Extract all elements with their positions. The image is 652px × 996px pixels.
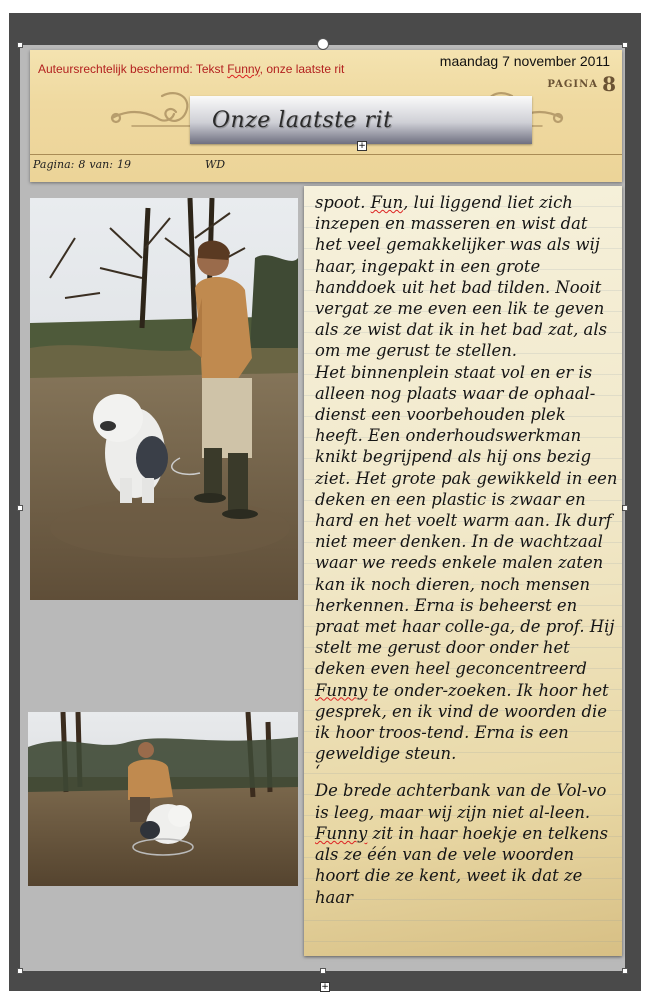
title-banner (190, 96, 532, 144)
resize-handle-bottom-right[interactable] (622, 968, 628, 974)
photo-standing-image (30, 198, 298, 600)
story-paragraph-1: spoot. Fun, lui liggend liet zich inzepen en masseren en wist dat het veel gemakkelijker was als wij haar, ingepakt in een grote handdoek uit het bad tilden. Nooit vergat ze me even een lik te geven als ze wist dat ik in het bad zat, als om me gerust te stellen. (315, 193, 607, 361)
resize-handle-top-right[interactable] (622, 42, 628, 48)
spell-word-fun: Fun (370, 193, 404, 212)
photo-kneeling-image (28, 712, 298, 886)
story-paragraph-2: Het binnenplein staat vol en er is alleen nog plaats waar de ophaal-dienst een voorbehouden plek heeft. Een onderhoudswerkman knikt begrijpend als hij ons bezig ziet. Het grote pak gewikkeld in een deken en een plastic is zwaar en hard en het voelt warm aan. Ik durf niet meer denken. In de wachtzaal waar we reeds enkele malen zaten kan ik noch dieren, noch mensen herkennen. Erna is beheerst en praat met haar colle-ga, de prof. Hij stelt me gerust door onder het deken even heel geconcentreerd Funny te onder-zoeken. Ik hoor het gesprek, en ik vind de woorden die ik hoor troos-tend. Erna is een geweldige steun. (315, 362, 618, 764)
spell-word-funny-2: Funny (315, 823, 368, 843)
page-counter: Pagina: 8 van: 19 (33, 158, 131, 171)
header-date: maandag 7 november 2011 (439, 53, 610, 69)
photo-man-kneeling-with-dog[interactable] (28, 712, 298, 886)
resize-handle-bottom-mid[interactable] (320, 968, 326, 974)
pagina-number: 8 (602, 72, 616, 96)
copyright-name: Funny (227, 62, 260, 76)
pagina-label: PAGINA (547, 79, 598, 90)
author-initials: WD (205, 158, 226, 171)
spell-word-funny: Funny (315, 680, 368, 700)
resize-handle-mid-right[interactable] (622, 505, 628, 511)
photo-man-standing-with-dog[interactable] (30, 198, 298, 600)
resize-handle-top-left[interactable] (17, 42, 23, 48)
resize-handle-bottom-left[interactable] (17, 968, 23, 974)
resize-handle-mid-left[interactable] (17, 505, 23, 511)
copyright-notice: Auteursrechtelijk beschermd: Tekst Funny, onze laatste rit (38, 62, 345, 76)
text-overflow-plus-icon[interactable]: + (358, 141, 366, 151)
page-header (30, 50, 622, 182)
page-title: Onze laatste rit (212, 108, 393, 133)
story-paragraph-3: De brede achterbank van de Vol-vo is leeg, maar wij zijn niet al-leen. Funny zit in haar hoekje en telkens als ze één van de vele woorden hoort die ze kent, weet ik dat ze haar (315, 781, 608, 907)
story-tick-mark: ‘ (315, 762, 321, 782)
rotate-handle[interactable] (317, 38, 329, 50)
story-text-column[interactable] (304, 186, 622, 956)
page-overflow-plus-icon[interactable]: + (321, 982, 329, 992)
